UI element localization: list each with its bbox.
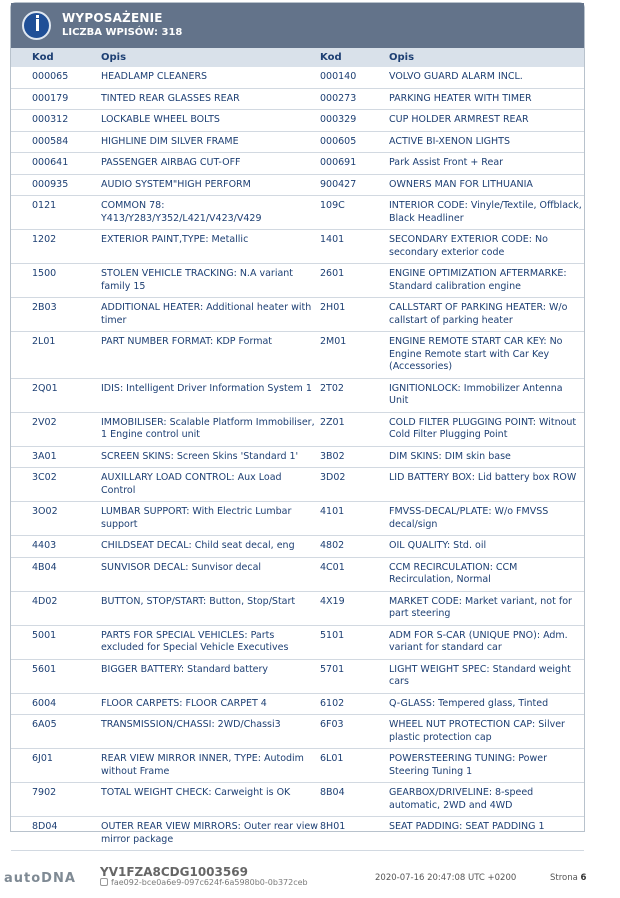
code-cell: 4C01 [320, 557, 389, 591]
code-cell: 000641 [11, 153, 101, 175]
code-cell: 6L01 [320, 749, 389, 783]
description-cell: REAR VIEW MIRROR INNER, TYPE: Autodim without Frame [101, 749, 320, 783]
description-cell: LUMBAR SUPPORT: With Electric Lumbar support [101, 502, 320, 536]
description-cell: CALLSTART OF PARKING HEATER: W/o callstart of parking heater [389, 298, 584, 332]
table-row [11, 659, 584, 693]
description-cell: LIGHT WEIGHT SPEC: Standard weight cars [389, 659, 584, 693]
table-row [11, 502, 584, 536]
report-timestamp: 2020-07-16 20:47:08 UTC +0200 [375, 873, 517, 883]
column-kod-2: Kod [320, 52, 342, 63]
description-cell: ENGINE OPTIMIZATION AFTERMARKE: Standard calibration engine [389, 264, 584, 298]
description-cell: FMVSS-DECAL/PLATE: W/o FMVSS decal/sign [389, 502, 584, 536]
report-hash-text: fae092-bce0a6e9-097c624f-6a5980b0-0b372ceb [111, 878, 308, 887]
code-cell: 5701 [320, 659, 389, 693]
report-hash [100, 878, 308, 887]
table-row [11, 783, 584, 817]
description-cell: PASSENGER AIRBAG CUT-OFF [101, 153, 320, 175]
description-cell: POWERSTEERING TUNING: Power Steering Tuning 1 [389, 749, 584, 783]
description-cell: Park Assist Front + Rear [389, 153, 584, 175]
table-row [11, 174, 584, 196]
description-cell: HIGHLINE DIM SILVER FRAME [101, 131, 320, 153]
code-cell: 4403 [11, 536, 101, 558]
table-row [11, 110, 584, 132]
code-cell: 6102 [320, 693, 389, 715]
description-cell: PARTS FOR SPECIAL VEHICLES: Parts excluded for Special Vehicle Executives [101, 625, 320, 659]
code-cell: 4B04 [11, 557, 101, 591]
code-cell: 4X19 [320, 591, 389, 625]
table-row [11, 196, 584, 230]
code-cell: 3D02 [320, 468, 389, 502]
table-row [11, 298, 584, 332]
table-row [11, 131, 584, 153]
page-number: 6 [580, 873, 587, 883]
description-cell: PART NUMBER FORMAT: KDP Format [101, 332, 320, 379]
description-cell: SECONDARY EXTERIOR CODE: No secondary exterior code [389, 230, 584, 264]
code-cell: 000140 [320, 67, 389, 88]
code-cell: 6J01 [11, 749, 101, 783]
code-cell: 4802 [320, 536, 389, 558]
description-cell: COLD FILTER PLUGGING POINT: Witnout Cold Filter Plugging Point [389, 412, 584, 446]
document-icon [100, 878, 108, 886]
description-cell: BIGGER BATTERY: Standard battery [101, 659, 320, 693]
code-cell: 8D04 [11, 817, 101, 851]
table-row [11, 446, 584, 468]
code-cell: 900427 [320, 174, 389, 196]
description-cell: COMMON 78: Y413/Y283/Y352/L421/V423/V429 [101, 196, 320, 230]
description-cell: ACTIVE BI-XENON LIGHTS [389, 131, 584, 153]
code-cell: 000273 [320, 88, 389, 110]
column-opis: Opis [101, 52, 127, 63]
table-row [11, 715, 584, 749]
table-row [11, 693, 584, 715]
description-cell: FLOOR CARPETS: FLOOR CARPET 4 [101, 693, 320, 715]
table-row [11, 412, 584, 446]
description-cell: INTERIOR CODE: Vinyle/Textile, Offblack, Black Headliner [389, 196, 584, 230]
code-cell: 5101 [320, 625, 389, 659]
description-cell: WHEEL NUT PROTECTION CAP: Silver plastic protection cap [389, 715, 584, 749]
info-icon [22, 11, 51, 40]
description-cell: VOLVO GUARD ALARM INCL. [389, 67, 584, 88]
table-row [11, 557, 584, 591]
section-header [11, 3, 584, 48]
table-row [11, 378, 584, 412]
code-cell: 8H01 [320, 817, 389, 851]
code-cell: 8B04 [320, 783, 389, 817]
description-cell: ENGINE REMOTE START CAR KEY: No Engine Remote start with Car Key (Accessories) [389, 332, 584, 379]
description-cell: SEAT PADDING: SEAT PADDING 1 [389, 817, 584, 851]
code-cell: 3A01 [11, 446, 101, 468]
code-cell: 5601 [11, 659, 101, 693]
description-cell: AUXILLARY LOAD CONTROL: Aux Load Control [101, 468, 320, 502]
equipment-table [11, 67, 584, 851]
code-cell: 2Z01 [320, 412, 389, 446]
description-cell: TRANSMISSION/CHASSI: 2WD/Chassi3 [101, 715, 320, 749]
description-cell: Q-GLASS: Tempered glass, Tinted [389, 693, 584, 715]
description-cell: OIL QUALITY: Std. oil [389, 536, 584, 558]
description-cell: STOLEN VEHICLE TRACKING: N.A variant family 15 [101, 264, 320, 298]
code-cell: 2601 [320, 264, 389, 298]
column-opis-2: Opis [389, 52, 415, 63]
table-row [11, 332, 584, 379]
table-row [11, 536, 584, 558]
code-cell: 000329 [320, 110, 389, 132]
code-cell: 1500 [11, 264, 101, 298]
table-row [11, 625, 584, 659]
entry-count: LICZBA WPISÓW: 318 [62, 27, 183, 38]
code-cell: 1202 [11, 230, 101, 264]
code-cell: 000691 [320, 153, 389, 175]
code-cell: 2H01 [320, 298, 389, 332]
code-cell: 000065 [11, 67, 101, 88]
code-cell: 109C [320, 196, 389, 230]
description-cell: TOTAL WEIGHT CHECK: Carweight is OK [101, 783, 320, 817]
code-cell: 7902 [11, 783, 101, 817]
code-cell: 3O02 [11, 502, 101, 536]
code-cell: 2M01 [320, 332, 389, 379]
section-title: WYPOSAŻENIE [62, 11, 163, 25]
description-cell: CCM RECIRCULATION: CCM Recirculation, Normal [389, 557, 584, 591]
table-row [11, 749, 584, 783]
description-cell: BUTTON, STOP/START: Button, Stop/Start [101, 591, 320, 625]
description-cell: SUNVISOR DECAL: Sunvisor decal [101, 557, 320, 591]
code-cell: 000179 [11, 88, 101, 110]
code-cell: 6004 [11, 693, 101, 715]
description-cell: SCREEN SKINS: Screen Skins 'Standard 1' [101, 446, 320, 468]
table-row [11, 67, 584, 88]
code-cell: 3B02 [320, 446, 389, 468]
code-cell: 1401 [320, 230, 389, 264]
code-cell: 000605 [320, 131, 389, 153]
description-cell: MARKET CODE: Market variant, not for part steering [389, 591, 584, 625]
table-row [11, 591, 584, 625]
description-cell: HEADLAMP CLEANERS [101, 67, 320, 88]
table-row [11, 817, 584, 851]
code-cell: 2T02 [320, 378, 389, 412]
code-cell: 2B03 [11, 298, 101, 332]
description-cell: TINTED REAR GLASSES REAR [101, 88, 320, 110]
description-cell: LID BATTERY BOX: Lid battery box ROW [389, 468, 584, 502]
code-cell: 000584 [11, 131, 101, 153]
code-cell: 0121 [11, 196, 101, 230]
description-cell: ADDITIONAL HEATER: Additional heater with timer [101, 298, 320, 332]
code-cell: 2Q01 [11, 378, 101, 412]
description-cell: IMMOBILISER: Scalable Platform Immobiliser, 1 Engine control unit [101, 412, 320, 446]
brand-logo: autoDNA [4, 871, 76, 886]
table-row [11, 153, 584, 175]
code-cell: 2L01 [11, 332, 101, 379]
description-cell: IDIS: Intelligent Driver Information System 1 [101, 378, 320, 412]
description-cell: AUDIO SYSTEM"HIGH PERFORM [101, 174, 320, 196]
code-cell: 000935 [11, 174, 101, 196]
description-cell: EXTERIOR PAINT,TYPE: Metallic [101, 230, 320, 264]
code-cell: 000312 [11, 110, 101, 132]
code-cell: 6F03 [320, 715, 389, 749]
table-row [11, 88, 584, 110]
description-cell: CHILDSEAT DECAL: Child seat decal, eng [101, 536, 320, 558]
table-row [11, 230, 584, 264]
description-cell: DIM SKINS: DIM skin base [389, 446, 584, 468]
description-cell: OUTER REAR VIEW MIRRORS: Outer rear view mirror package [101, 817, 320, 851]
table-row [11, 468, 584, 502]
code-cell: 6A05 [11, 715, 101, 749]
description-cell: GEARBOX/DRIVELINE: 8-speed automatic, 2WD and 4WD [389, 783, 584, 817]
description-cell: CUP HOLDER ARMREST REAR [389, 110, 584, 132]
column-kod: Kod [32, 52, 54, 63]
table-row [11, 264, 584, 298]
description-cell: PARKING HEATER WITH TIMER [389, 88, 584, 110]
vin-number: YV1FZA8CDG1003569 [100, 865, 248, 879]
code-cell: 2V02 [11, 412, 101, 446]
equipment-panel [10, 2, 585, 845]
description-cell: OWNERS MAN FOR LITHUANIA [389, 174, 584, 196]
page-indicator [550, 873, 586, 883]
description-cell: ADM FOR S-CAR (UNIQUE PNO): Adm. variant for standard car [389, 625, 584, 659]
description-cell: LOCKABLE WHEEL BOLTS [101, 110, 320, 132]
description-cell: IGNITIONLOCK: Immobilizer Antenna Unit [389, 378, 584, 412]
code-cell: 3C02 [11, 468, 101, 502]
page-label: Strona [550, 873, 578, 883]
code-cell: 4101 [320, 502, 389, 536]
column-header [11, 48, 584, 67]
code-cell: 5001 [11, 625, 101, 659]
code-cell: 4D02 [11, 591, 101, 625]
